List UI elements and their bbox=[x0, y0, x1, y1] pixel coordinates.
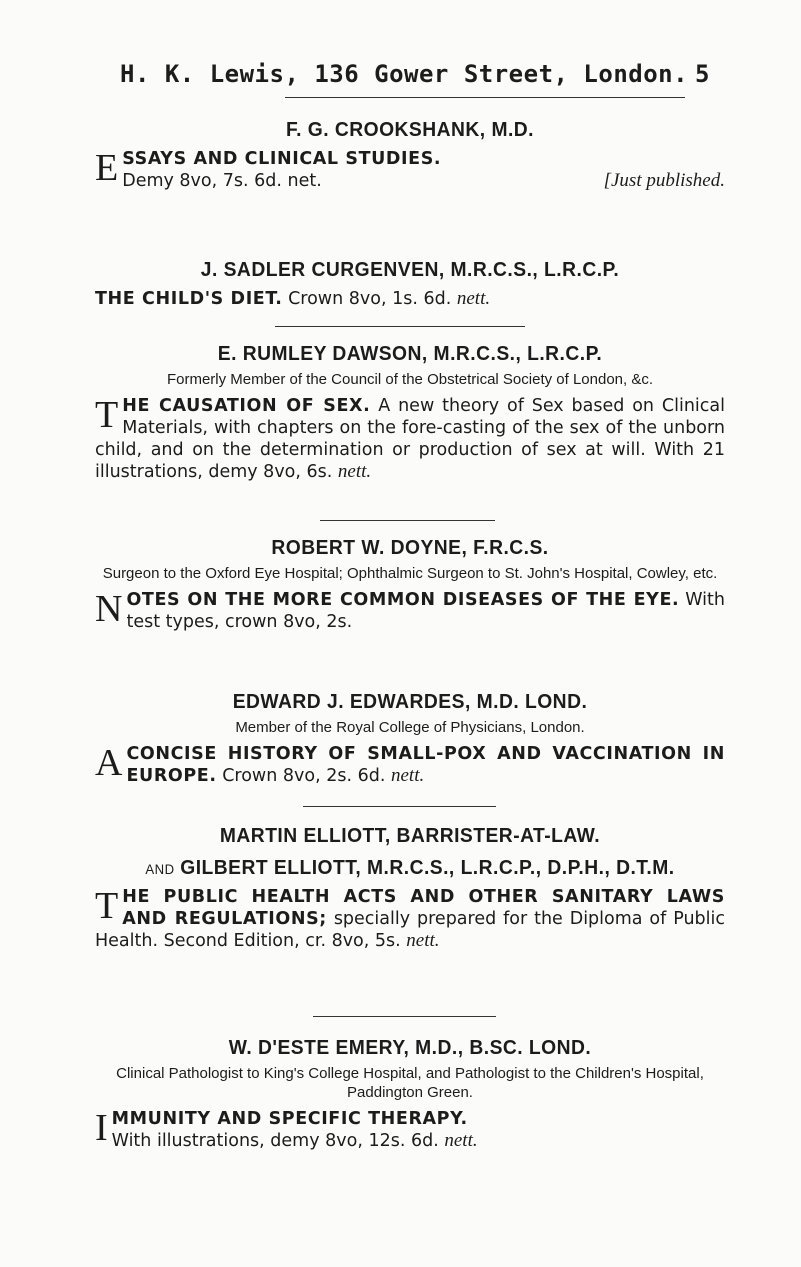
page-number: 5 bbox=[695, 60, 710, 88]
book-entry bbox=[95, 288, 725, 310]
book-title: MMUNITY AND SPECIFIC THERAPY. bbox=[111, 1109, 468, 1129]
section-divider bbox=[313, 1016, 496, 1017]
book-entry bbox=[95, 395, 725, 483]
book-title: HE CAUSATION OF SEX. bbox=[122, 396, 371, 416]
nett-label: nett. bbox=[390, 765, 425, 786]
nett-label: nett. bbox=[444, 1130, 478, 1151]
and-conjunction: AND bbox=[145, 861, 175, 877]
co-author-name: GILBERT ELLIOTT, M.R.C.S., L.R.C.P., D.P.H., D.T.M. bbox=[180, 856, 675, 879]
drop-initial: T bbox=[95, 885, 119, 927]
author-name: W. D'ESTE EMERY, M.D., B.SC. LOND. bbox=[228, 1036, 592, 1059]
author-name: MARTIN ELLIOTT, BARRISTER-AT-LAW. bbox=[219, 824, 601, 847]
running-header bbox=[120, 60, 710, 88]
book-title: SSAYS AND CLINICAL STUDIES. bbox=[122, 149, 442, 169]
nett-label: nett. bbox=[406, 930, 440, 951]
book-title: OTES ON THE MORE COMMON DISEASES OF THE EYE. bbox=[126, 590, 680, 610]
nett-label: nett. bbox=[337, 461, 372, 482]
publication-note: [Just published. bbox=[603, 170, 725, 191]
book-details: specially prepared for the Diploma of Public Health. Second Edition, cr. 8vo, 5s. bbox=[95, 909, 725, 951]
drop-initial: E bbox=[95, 147, 119, 189]
nett-label: nett. bbox=[456, 288, 491, 309]
book-entry bbox=[95, 589, 725, 633]
author-affiliation: Clinical Pathologist to King's College Hospital, and Pathologist to the Children's Hospital, Paddington Green. bbox=[116, 1065, 704, 1101]
book-title: THE CHILD'S DIET. bbox=[95, 289, 283, 309]
book-details: With test types, crown 8vo, 2s. bbox=[126, 590, 725, 632]
entry-elliott bbox=[95, 824, 725, 952]
author-affiliation: Member of the Royal College of Physicians, London. bbox=[235, 719, 585, 736]
author-name: J. SADLER CURGENVEN, M.R.C.S., L.R.C.P. bbox=[200, 258, 620, 281]
entry-curgenven bbox=[95, 258, 725, 310]
co-author-line bbox=[114, 856, 706, 880]
section-divider bbox=[320, 520, 495, 521]
entry-doyne bbox=[95, 536, 725, 633]
book-details: Crown 8vo, 2s. 6d. bbox=[222, 766, 386, 786]
author-name: ROBERT W. DOYNE, F.R.C.S. bbox=[271, 536, 549, 559]
book-entry bbox=[95, 148, 725, 192]
author-name: EDWARD J. EDWARDES, M.D. LOND. bbox=[232, 690, 588, 713]
drop-initial: N bbox=[95, 588, 123, 630]
publisher-address: H. K. Lewis, 136 Gower Street, London. bbox=[120, 60, 689, 88]
book-details: Demy 8vo, 7s. 6d. net. bbox=[122, 171, 322, 191]
book-details: A new theory of Sex based on Clinical Materials, with chapters on the fore-casting of the sex of the unborn child, and on the determination or production of sex at will. With 21 illustrations, demy 8vo, 6s. bbox=[95, 396, 725, 482]
book-details: Crown 8vo, 1s. 6d. bbox=[288, 289, 452, 309]
book-entry bbox=[95, 886, 725, 952]
author-name: E. RUMLEY DAWSON, M.R.C.S., L.R.C.P. bbox=[217, 342, 603, 365]
book-title: CONCISE HISTORY OF SMALL-POX AND VACCINATION IN EUROPE. bbox=[126, 744, 725, 786]
book-entry bbox=[95, 1108, 725, 1152]
author-affiliation: Formerly Member of the Council of the Obstetrical Society of London, &c. bbox=[166, 371, 654, 388]
entry-emery bbox=[95, 1036, 725, 1152]
entry-crookshank bbox=[95, 118, 725, 192]
book-details: With illustrations, demy 8vo, 12s. 6d. bbox=[111, 1131, 439, 1151]
drop-initial: T bbox=[95, 394, 119, 436]
entry-dawson bbox=[95, 342, 725, 483]
book-title: HE PUBLIC HEALTH ACTS AND OTHER SANITARY LAWS AND REGULATIONS; bbox=[122, 887, 725, 929]
drop-initial: A bbox=[95, 742, 123, 784]
section-divider bbox=[303, 806, 496, 807]
header-rule bbox=[285, 97, 685, 98]
book-entry bbox=[95, 743, 725, 787]
author-affiliation: Surgeon to the Oxford Eye Hospital; Ophthalmic Surgeon to St. John's Hospital, Cowley, etc. bbox=[102, 565, 718, 582]
author-name: F. G. CROOKSHANK, M.D. bbox=[285, 118, 535, 141]
entry-edwardes bbox=[95, 690, 725, 787]
section-divider bbox=[275, 326, 525, 327]
drop-initial: I bbox=[95, 1107, 108, 1149]
